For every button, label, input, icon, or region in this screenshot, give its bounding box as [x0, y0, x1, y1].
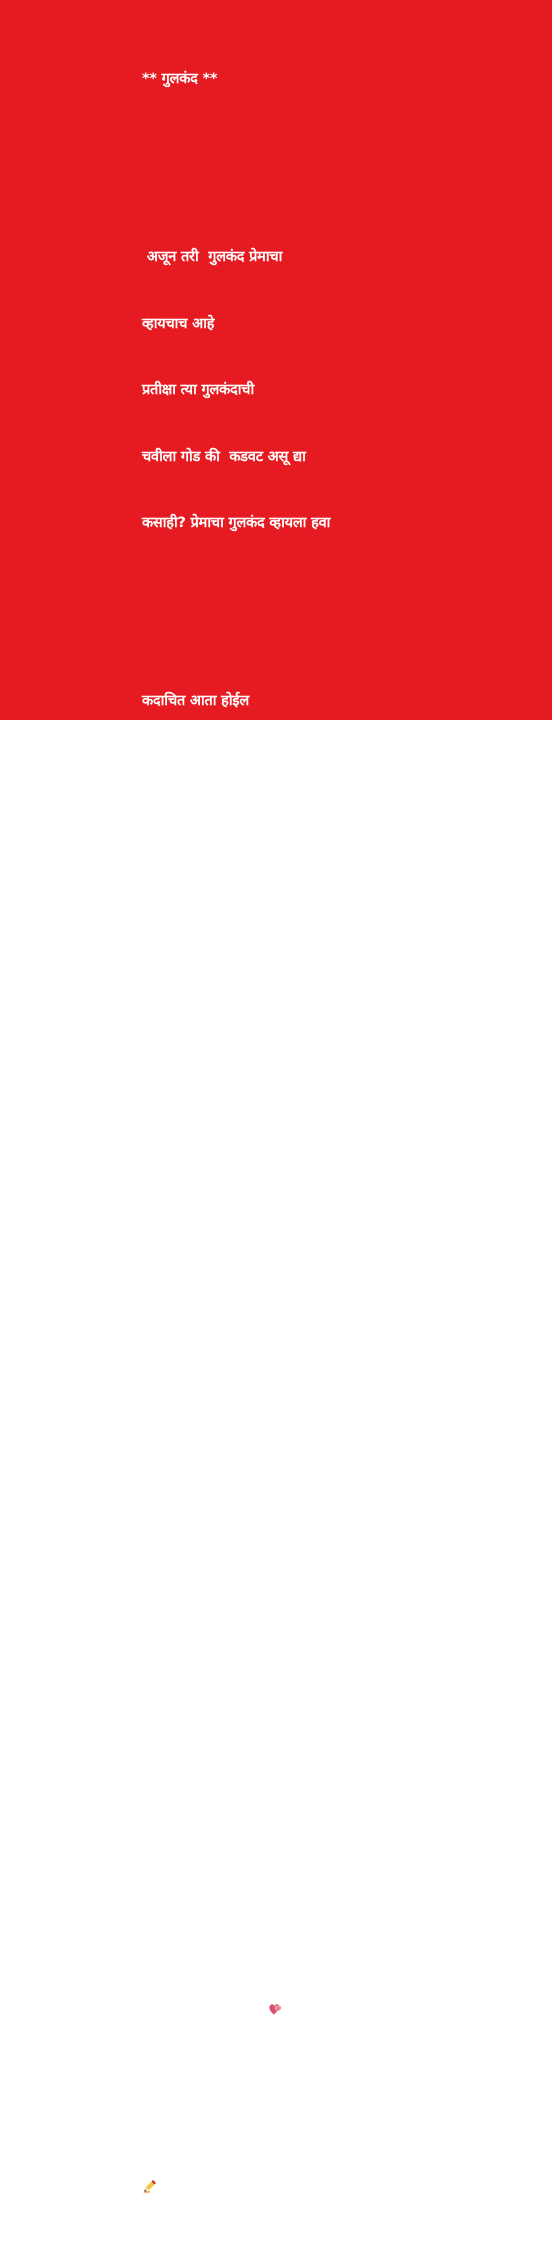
- poem-line: त्याच्या चेहऱ्यावरची लाली: [142, 826, 272, 843]
- author-line: [142, 2177, 542, 2199]
- poem-line: कसाही? प्रेमाचा गुलकंद व्हायला हवा: [142, 515, 331, 532]
- poem-line: वेळ लागतो मने: [142, 1869, 220, 1886]
- poem-line-text: प्रेमाचा गुलकंद होण्याची: [142, 2002, 269, 2019]
- poem-line: हातात यावा तो गुलाबाचा गुच्छ: [142, 1603, 298, 1620]
- poem-line: करीत भरावी भरणी: [142, 1736, 242, 1753]
- poem-line: चोर नजरेने शोधणारी नकळत नजर: [142, 892, 320, 909]
- poem-line: चवीला गोडच असेल: [142, 759, 245, 776]
- poem-line: तिच्यात काही भरावे असे: [142, 1469, 273, 1486]
- hearts-icon: [269, 2004, 282, 2016]
- poem-line: गुलकंद होणार प्रेमाचा: [142, 1092, 252, 1109]
- poem-title: ** गुलकंद **: [142, 71, 218, 88]
- stanza-gap: [142, 2066, 542, 2088]
- poem-line: प्रतीक्षा त्या गुलकंदाची: [142, 382, 255, 399]
- stanza-gap: [142, 135, 542, 157]
- writing-hand-icon: [142, 2178, 158, 2194]
- poem-line: खरतर काचेची भरणी: [142, 1336, 250, 1353]
- author-name: सविता सूर्यकांता तुकाराम लोटे: [160, 2180, 314, 2197]
- poem-last-line: [142, 2000, 542, 2022]
- poem-line: पण प्रेमाचा गुलकंद होण्यासाठी: [142, 1802, 300, 1819]
- stanza-gap: [142, 579, 542, 601]
- poem-line-suffix: !!: [283, 2002, 297, 2019]
- page-margin: [552, 0, 558, 728]
- poem-line: काही हातात आलेच नाही: [142, 1536, 270, 1553]
- poem-line: चवीला गोड की कडवट असू द्या: [142, 448, 306, 465]
- poem-line: ओठावरील हसू...,: [142, 959, 239, 976]
- poem-line: लाल भडक गुलाबाच्या साक्षीने: [142, 1159, 294, 1176]
- stanza-gap: [142, 1223, 542, 1245]
- poem-line: पण ती वेळ आली आहे: [142, 1936, 261, 1953]
- poem-line: कदाचित आता होईल: [142, 692, 249, 709]
- poem-line: खूप दिवस झाले रिकामीच आहे: [142, 1403, 302, 1420]
- poem-body: [142, 24, 542, 2244]
- poem-line: अजून तरी गुलकंद प्रेमाचा: [142, 249, 283, 265]
- poem-line: सांगू पाहत आहे: [142, 1025, 228, 1042]
- poem-line: आणि मनसोक्त एक एक पाकळी: [142, 1669, 311, 1686]
- poem-line: व्हायचाच आहे: [142, 315, 215, 332]
